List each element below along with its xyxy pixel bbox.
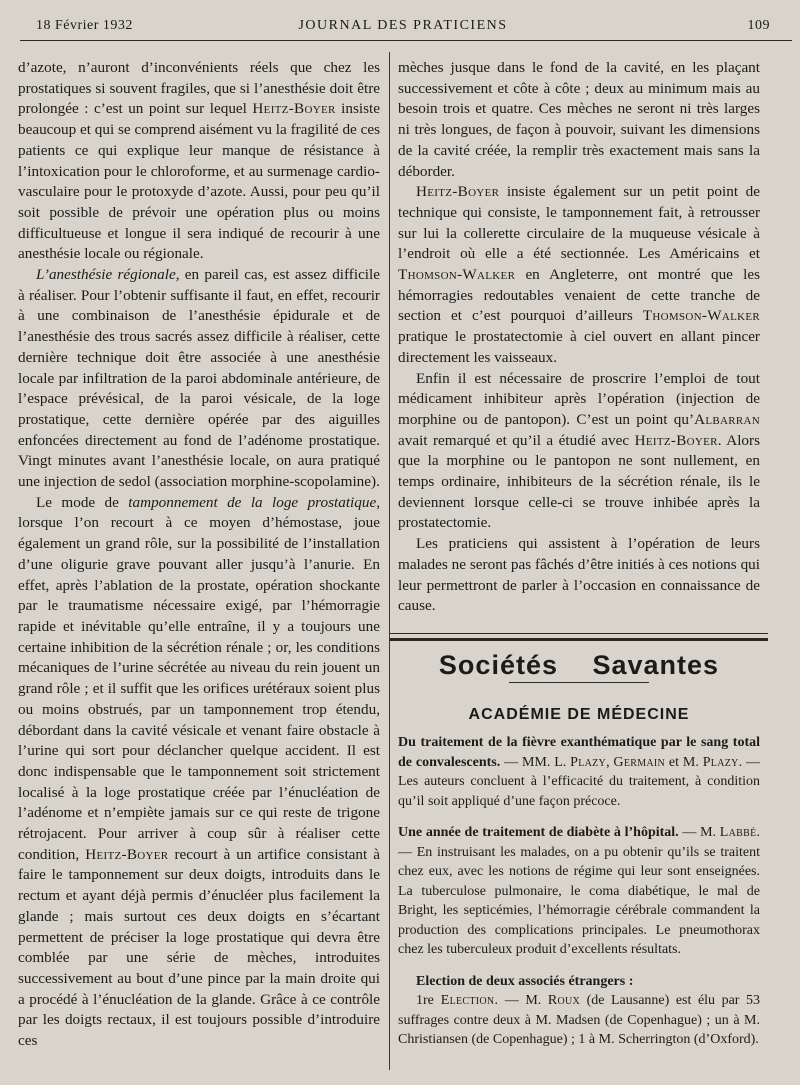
running-header xyxy=(36,18,770,38)
paragraph: Les praticiens qui assistent à l’opération de leurs malades ne seront pas fâchés d’être initiés à ces notions qui leur permettront de parler à l’occasion en connaissance de cause. xyxy=(398,535,760,615)
article-title: Une année de traitement de diabète à l’hôpital. xyxy=(398,825,679,841)
author-name: Germain xyxy=(613,754,666,770)
author-name: Plazy xyxy=(570,754,607,770)
election-label: Election. xyxy=(433,993,499,1009)
header-journal-title: JOURNAL DES PRATICIENS xyxy=(298,18,508,33)
italic-term: tamponnement de la loge prostatique xyxy=(128,493,377,511)
author-name: Heitz-Boyer xyxy=(416,183,500,201)
article: Du traitement de la fièvre exanthématique par le sang total de convalescents. — MM. L. Plazy, Germain et M. Plazy. — Les auteurs concluent à l’efficacité du traitement, à condition qu’il soit appliqué d’une façon précoce. xyxy=(398,735,761,809)
paragraph: L’anesthésie régionale, en pareil cas, est assez difficile à réaliser. Pour l’obtenir suffisante il faut, en effet, recourir à une combinaison de l’anesthésie épidurale et de l’anesthésie des trous sacrés assez difficile à réaliser, cette dernière technique doit être associée à une anesthésie locale par infiltration de la paroi abdominale antérieure, de l’espace prévésical, de la paroi vésicale, de la loge prostatique, cette dernière opérée par des aiguilles enfoncées directement au fond de l’adénome prostatique. Vingt minutes avant l’anesthésie locale, on aura pratiqué une injection de sedol (association morphine-scopolamine). xyxy=(18,266,380,491)
header-date: 18 Février 1932 xyxy=(36,18,133,33)
author-name: Thomson-Walker xyxy=(398,266,516,284)
right-column xyxy=(398,58,760,1050)
author-name: Plazy xyxy=(702,754,739,770)
author-name: Labbé xyxy=(719,825,757,841)
paragraph: Enfin il est nécessaire de proscrire l’emploi de tout médicament inhibiteur après l’opération (injection de morphine ou de pantopon). C’est un point qu’Albarran avait remarqué et qu’il a étudié avec Heitz-Boyer. Alors que la morphine ou le pantopon ne sont nullement, en temps ordinaire, inhibiteurs de la sécrétion rénale, ils le deviennent lorsque celle-ci se trouve inhibée après la prostatectomie. xyxy=(398,369,760,532)
article-title: Du traitement de la fièvre exanthématique par le sang total de convalescents. xyxy=(398,735,760,770)
section-title-underline xyxy=(509,682,649,683)
article: Election de deux associés étrangers : 1re Election. — M. Roux (de Lausanne) est élu par 53 suffrages contre deux à M. Madsen (de Copenhague) ; un à M. Christiansen (de Copenhague) ; 1 à M. Scherrington (d’Oxford). xyxy=(398,973,761,1048)
paragraph: mèches jusque dans le fond de la cavité, en les plaçant successivement et côte à côte ; deux au minimum mais au besoin trois et quatre. Ces mèches ne seront ni très larges ni très longues, de façon à pouvoir, suivant les dimensions de la cavité créée, la remplir très exactement mais sans la déborder. xyxy=(398,59,760,180)
paragraph: Heitz-Boyer insiste également sur un petit point de technique qui consiste, le tamponnement fait, à retrousser sur lui la collerette circulaire de la muqueuse vésicale à l’endroit où elle a été sectionnée. Les Américains et Thomson-Walker en Angleterre, ont montré que les hémorragies redoutables venaient de cette tranche de section et c’est pourquoi d’ailleurs Thomson-Walker pratique le prostatectomie à ciel ouvert en allant pincer directement les vaisseaux. xyxy=(398,183,760,366)
author-name: Heitz-Boyer xyxy=(85,845,169,863)
ordinal: 1re xyxy=(416,993,434,1009)
left-column xyxy=(18,58,380,1052)
paragraph: d’azote, n’auront d’inconvénients réels que chez les prostatiques si souvent fragiles, que si l’anesthésie doit être prolongée : c’est un point sur lequel Heitz-Boyer insiste beaucoup et qui se comprend aisément vu la fragilité de ces patients ce qui explique leur manque de résistance à l’intoxication pour le chloroforme, et au surmenage cardio-vasculaire pour le protoxyde d’azote. Aussi, pour peu qu’il soit possible de prévoir une opération plus ou moins difficultueuse et longue il sera indiqué de recourir à une anesthésie locale ou régionale. xyxy=(18,59,380,263)
author-name: Roux xyxy=(547,993,581,1009)
italic-term: L’anesthésie régionale xyxy=(36,266,176,284)
header-rule xyxy=(20,40,792,41)
column-divider xyxy=(389,52,390,1070)
article: Une année de traitement de diabète à l’hôpital. — M. Labbé. — En instruisant les malades, on a pu obtenir qu’ils se traitent chez eux, avec les notions de régime qui leur sont enseignées. La tuberculose pulmonaire, le coma diabétique, le mal de Bright, les septicémies, l’hémorragie cérébrale commandent la production des complications principales. Le pneumothorax chez les tuberculeux produit d’excellents résultats. xyxy=(398,825,760,958)
section-subtitle: ACADÉMIE DE MÉDECINE xyxy=(468,705,690,723)
section-title: Sociétés Savantes xyxy=(438,649,720,680)
author-name: Heitz-Boyer xyxy=(252,100,336,118)
author-name: Albarran xyxy=(694,410,760,428)
header-page-number: 109 xyxy=(747,18,770,33)
author-name: Thomson-Walker xyxy=(642,307,760,325)
article-title: Election de deux associés étrangers : xyxy=(416,973,634,989)
author-name: Heitz-Boyer xyxy=(634,431,718,449)
section-rule-thin xyxy=(390,633,768,634)
section-rule-thick xyxy=(390,638,768,641)
paragraph: Le mode de tamponnement de la loge prostatique, lorsque l’on recourt à ce moyen d’hémostase, joue également un grand rôle, sur la possibilité de l’installation d’une oligurie grave pouvant aller jusqu’à l’anurie. En effet, après l’ablation de la prostate, opération shockante par le traumatisme nécessaire exigé, par l’hémorragie rapide et inévitable qu’elle entraîne, il y a toujours une certaine inhibition de la sécrétion rénale ; or, les conditions mécaniques de l’urine sécrétée au niveau du rein jouent un grand rôle ; et il suffit que les orifices urétéraux soient plus ou moins obstrués, par un tamponnement trop étendu, débordant dans la cavité vésicale et venant faire obstacle à l’urine qui sort pour déclancher quelque accident. Il est donc indispensable que le tamponnement soit strictement localisé à la loge prostatique créée par l’énucléation de l’adénome et n’empiète jamais sur ce qui reste de trigone rétrojacent. Pour arriver à coup sûr à réaliser cette condition, Heitz-Boyer recourt à un artifice consistant à faire le tamponnement sur deux doigts, introduits dans le rectum et ayant déjà permis d’énucléer plus facilement la glande ; mais surtout ces deux doigts en s’écartant permettent de préciser la loge prostatique qui devra être comblée par une série de mèches, introduites successivement au bout d’une pince par la main droite qui a procédé à l’énucléation de la glande. Grâce à ce contrôle par les doigts rectaux, il est toujours possible d’introduire ces xyxy=(18,493,380,1050)
